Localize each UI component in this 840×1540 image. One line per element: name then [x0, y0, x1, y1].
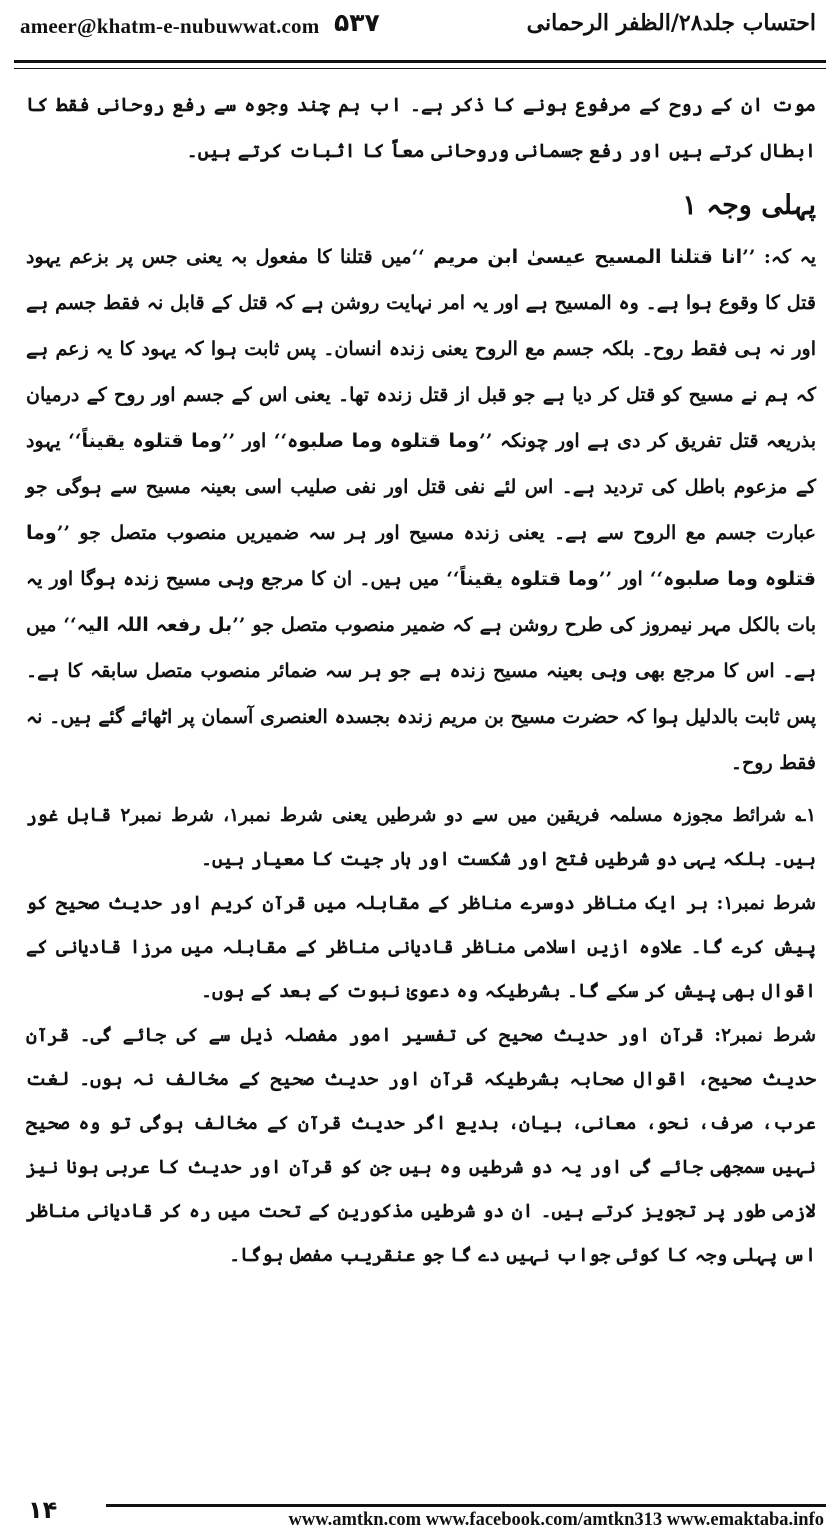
arabic-quote: وما قتلوہ یقیناً	[81, 430, 222, 452]
text-segment: یہ کہ: ’’	[742, 246, 816, 268]
page-content	[26, 82, 816, 1278]
footnote-condition-1: شرط نمبر۱: ہر ایک مناظر دوسرے مناظر کے مقابلہ میں قرآن کریم اور حدیث صحیح کو پیش کرے گا۔ علاوہ ازیں اسلامی مناظر قادیانی مناظر کے مقابلہ میں مرزا قادیانی کے اقوال بھی پیش کر سکے گا۔ بشرطیکہ وہ دعویٰ نبوت کے بعد کے ہوں۔	[26, 893, 816, 1002]
header-rule-thin	[14, 68, 826, 69]
text-segment: ‘‘ اور ’’	[221, 430, 288, 452]
arabic-quote: وما قتلوہ یقیناً	[459, 568, 599, 590]
footnote-block	[26, 794, 816, 1278]
footer-urls: www.amtkn.com www.facebook.com/amtkn313 www.emaktaba.info	[288, 1510, 824, 1530]
text-segment: ‘‘ میں ہے۔ اس کا مرجع بھی وہی بعینہ مسیح زندہ ہے جو ہر سہ ضمائر منصوب متصل سابقہ کا ہے۔ پس ثابت بالدلیل ہوا کہ حضرت مسیح بن مریم زندہ بجسدہ العنصری آسمان پر اٹھائے گئے ہیں۔ نہ فقط روح۔	[26, 614, 816, 774]
text-segment: ‘‘میں قتلنا کا مفعول بہ یعنی جس پر بزعم یہود قتل کا وقوع ہوا ہے۔ وہ المسیح ہے اور یہ امر نہایت روشن ہے کہ قتل کے قابل نہ فقط جسم ہے اور نہ ہی فقط روح۔ بلکہ جسم مع الروح یعنی زندہ انسان۔ پس ثابت ہوا کہ یہود کا یہ زعم ہے کہ ہم نے مسیح کو قتل کر دیا ہے جو قبل از قتل زندہ تھا۔ یعنی اس کے جسم اور روح کے درمیان بذریعہ قتل تفریق کر دی ہے اور چونکہ ’’	[26, 246, 817, 452]
arabic-quote: انا قتلنا المسیح عیسیٰ ابن مریم	[433, 246, 743, 268]
page-header	[14, 0, 826, 62]
header-rule-thick	[14, 60, 826, 63]
footer-rule	[106, 1504, 826, 1507]
header-page-number: ۵۳۷	[334, 8, 380, 37]
footer-sheet-number: ۱۴	[28, 1496, 58, 1524]
arabic-quote: وما قتلوہ وما صلبوہ	[287, 430, 480, 452]
text-segment: ‘‘ میں ہیں۔ ان کا مرجع وہی مسیح زندہ ہوگا اور یہ بات بالکل مہر نیمروز کی طرح روشن ہے کہ ضمیر منصوب متصل جو ’’	[26, 568, 817, 636]
footnote-condition-2: شرط نمبر۲: قرآن اور حدیث صحیح کی تفسیر امور مفصلہ ذیل سے کی جائے گی۔ قرآن حدیث صحیح، اقوال صحابہ بشرطیکہ قرآن اور حدیث صحیح کے مخالف نہ ہوں۔ لغت عرب، صرف، نحو، معانی، بیان، بدیع اگر حدیث قرآن کے مخالف ہوگی تو وہ صحیح نہیں سمجھی جائے گی اور یہ دو شرطیں وہ ہیں جن کو قرآن اور حدیث کا عربی ہونا نیز لازمی طور پر تجویز کرتے ہیں۔ ان دو شرطیں مذکورین کے تحت میں رہ کر قادیانی مناظر اس پہلی وجہ کا کوئی جواب نہیں دے گا جو عنقریب مفصل ہوگا۔	[26, 1025, 816, 1266]
page-footer	[14, 1494, 826, 1534]
first-argument-paragraph	[26, 234, 816, 786]
header-book-title: احتساب جلد۲۸/الظفر الرحمانی	[526, 10, 816, 36]
arabic-quote: وما قتلوہ وما صلبوہ	[26, 522, 817, 590]
footer-number-box	[14, 1494, 106, 1532]
section-heading: پہلی وجہ ۱	[682, 190, 816, 221]
arabic-quote: بل رفعہ اللہ الیہ	[76, 614, 233, 636]
text-segment: ‘‘ یہود کے مزعوم باطل کی تردید ہے۔ اس لئے نفی قتل اور نفی صلیب اسی بعینہ مسیح سے ہوگی جو عبارت جسم مع الروح سے ہے۔ یعنی زندہ مسیح اور ہر سہ ضمیریں منصوب متصل جو ’’	[26, 430, 816, 544]
header-email: ameer@khatm-e-nubuwwat.com	[20, 14, 320, 38]
intro-paragraph: موت ان کے روح کے مرفوع ہونے کا ذکر ہے۔ اب ہم چند وجوہ سے رفع روحانی فقط کا ابطال کرتے ہیں اور رفع جسمانی وروحانی معاً کا اثبات کرتے ہیں۔	[26, 94, 816, 162]
footnote-conditions: ۱؎ شرائط مجوزہ مسلمہ فریقین میں سے دو شرطیں یعنی شرط نمبر۱، شرط نمبر۲ قابل غور ہیں۔ بلکہ یہی دو شرطیں فتح اور شکست اور ہار جیت کا معیار ہیں۔	[26, 805, 817, 870]
text-segment: ‘‘ اور ’’	[598, 568, 664, 590]
